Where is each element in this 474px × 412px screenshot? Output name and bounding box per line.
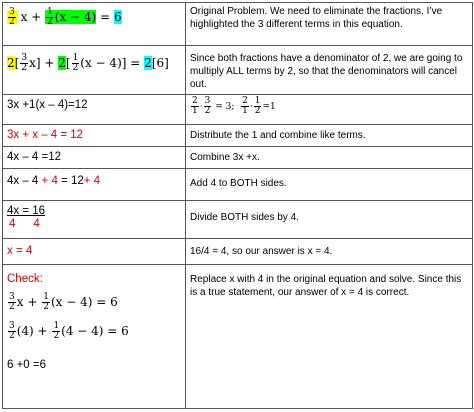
step-1-explanation: Original Problem. We need to eliminate the fractions. I’ve highlighted the 3 different terms in this equation. (186, 3, 473, 46)
step-row-2 (3, 46, 473, 95)
check-equation-3: 6 +0 =6 (7, 359, 47, 371)
step-row-3 (3, 95, 473, 125)
step-5-math: 4x – 4 =12 (3, 147, 186, 169)
step-6-explanation: Add 4 to BOTH sides. (186, 169, 473, 201)
step-row-1 (3, 3, 473, 46)
term-3-highlight: 6 (113, 10, 122, 24)
step-row-4 (3, 125, 473, 147)
step-5-explanation: Combine 3x +x. (186, 147, 473, 169)
step-8-explanation: 16/4 = 4, so our answer is x = 4. (186, 239, 473, 265)
step-9-math (3, 265, 186, 409)
step-3-math: 3x +1(x – 4)=12 (3, 95, 186, 125)
step-8-math: x = 4 (3, 239, 186, 265)
step-2-explanation: Since both fractions have a denominator of 2, we are going to multiply ALL terms by 2, so that the denominators will cancel out. (186, 46, 473, 95)
step-7-math: 4x = 16 4 4 (3, 201, 186, 239)
step-9-explanation: Replace x with 4 in the original equation and solve. Since this is a true statement, our answer of x = 4 is correct. (186, 265, 473, 409)
check-equation-2: $\frac{3}{2}$ (4) + $\frac{1}{2}$ (4 − 4) = 6 (9, 321, 129, 341)
step-2-math: 2[ $\frac{3}{2}$ x] + 2[ $\frac{1}{2}$ (x − 4)] = 2[6] (3, 46, 186, 95)
step-row-7 (3, 201, 473, 239)
check-heading: Check: (7, 273, 43, 285)
step-row-9 (3, 265, 473, 409)
step-6-math: 4x – 4 + 4 = 12+ 4 (3, 169, 186, 201)
check-equation-1: $\frac{3}{2}$ x + $\frac{1}{2}$ (x − 4) = 6 (9, 292, 118, 312)
term-2-highlight: $\frac{1}{2}$ (x − 4) (47, 7, 97, 27)
step-3-explanation: $\frac{2}{1}$ · $\frac{3}{2}$ = 3; $\frac{2}{1}$ · $\frac{1}{2}$ =1 (186, 95, 473, 125)
step-1-math: $\frac{3}{2}$ x + $\frac{1}{2}$ (x − 4) = 6 (3, 3, 186, 46)
term-1-highlight: $\frac{3}{2}$ (9, 7, 15, 27)
step-7-explanation: Divide BOTH sides by 4. (186, 201, 473, 239)
step-row-8 (3, 239, 473, 265)
steps-table (2, 2, 473, 409)
step-row-6 (3, 169, 473, 201)
step-row-5 (3, 147, 473, 169)
step-4-explanation: Distribute the 1 and combine like terms. (186, 125, 473, 147)
step-4-math: 3x + x – 4 = 12 (3, 125, 186, 147)
